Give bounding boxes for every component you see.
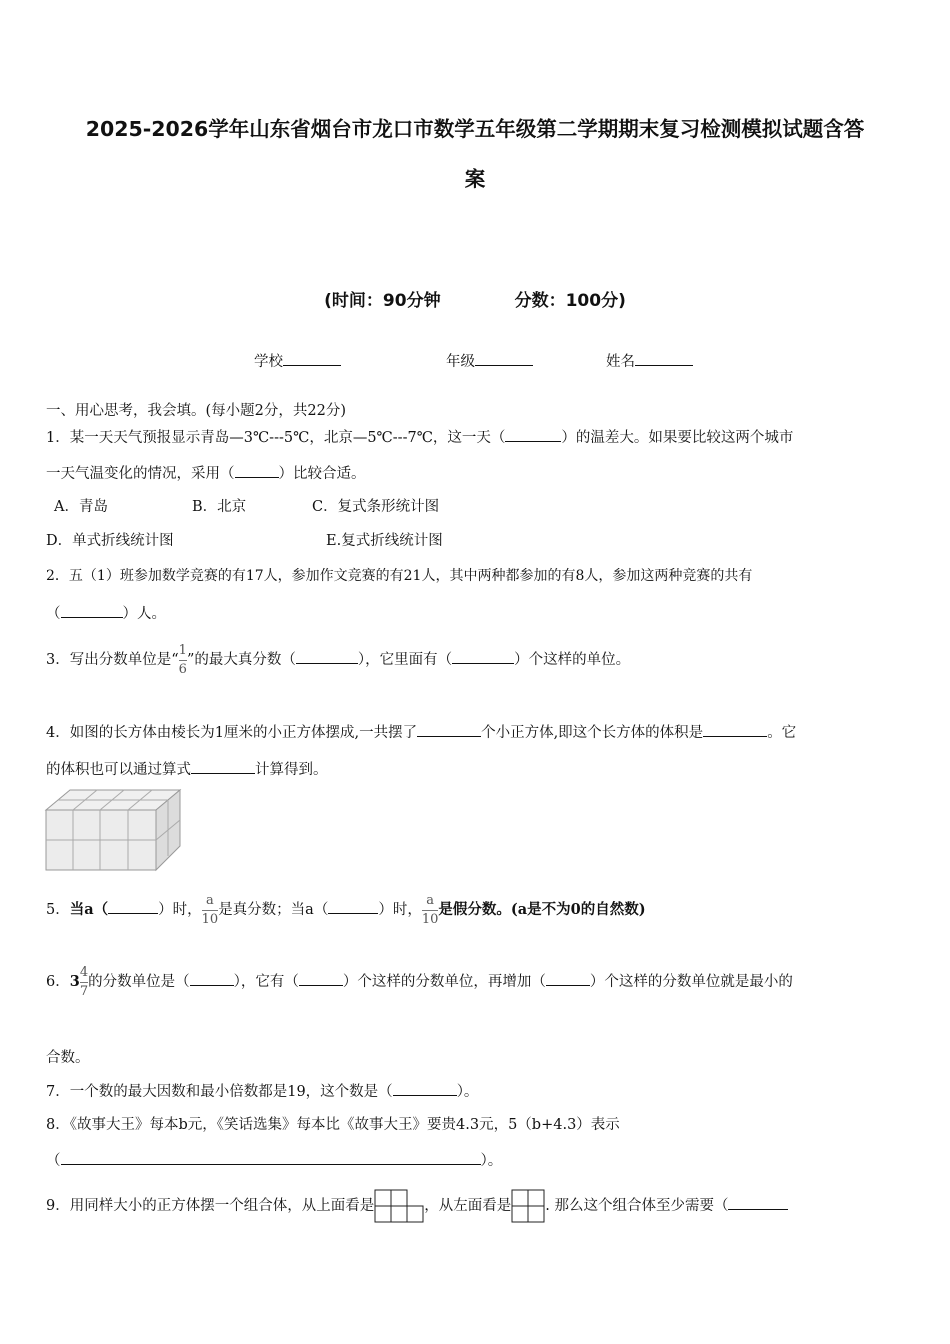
question-1-line1: 1．某一天天气预报显示青岛—3℃---5℃，北京—5℃---7℃，这一天（ ）的温差大。如果要比较这两个城市	[46, 427, 793, 448]
top-view-grid	[374, 1189, 424, 1223]
left-view-grid	[511, 1189, 545, 1223]
score-label: 分数：100分)	[514, 291, 626, 311]
question-4-line1: 4．如图的长方体由棱长为1厘米的小正方体摆成,一共摆了 个小正方体,即这个长方体的体积是 。它	[46, 722, 796, 743]
grade-field: 年级	[446, 350, 533, 371]
name-field: 姓名	[606, 350, 693, 371]
q1-option-b: B．北京	[192, 499, 247, 515]
q1-option-c: C．复式条形统计图	[312, 499, 440, 515]
question-7: 7．一个数的最大因数和最小倍数都是19，这个数是（ ）。	[46, 1081, 478, 1102]
q1-option-e: E.复式折线统计图	[326, 533, 443, 549]
cuboid-figure	[44, 788, 184, 874]
fraction-a-over-10-second: $\frac{a}{10}$	[421, 892, 439, 927]
exam-title-line1: 2025-2026学年山东省烟台市龙口市数学五年级第二学期期末复习检测模拟试题含答	[85, 117, 865, 141]
question-8-line1: 8．《故事大王》每本b元，《笑话选集》每本比《故事大王》要贵4.3元，5（b+4.3）表示	[46, 1117, 620, 1133]
question-5: 5．当a（ ）时， $\frac{a}{10}$ 是真分数；当a（ ）时， $\frac{a}{10}$ 是假分数。(a是不为0的自然数)	[46, 892, 646, 927]
question-9: 9．用同样大小的正方体摆一个组合体，从上面看是 ，从左面看是 . 那么这个组合体至少需要（	[46, 1188, 788, 1224]
fraction-four-sevenths: $\frac{4}{7}$	[79, 964, 89, 999]
section-heading: 一、用心思考，我会填。(每小题2分，共22分)	[46, 403, 346, 419]
question-8-line2: （ ）。	[46, 1150, 502, 1171]
fraction-one-sixth: $\frac{1}{6}$	[178, 642, 187, 677]
fraction-a-over-10: $\frac{a}{10}$	[201, 892, 219, 927]
question-2-line2: （ ）人。	[46, 603, 166, 624]
question-4-line2: 的体积也可以通过算式 计算得到。	[46, 759, 328, 780]
school-field: 学校	[254, 350, 341, 371]
q1-option-d: D．单式折线统计图	[46, 533, 174, 549]
question-2-line1: 2．五（1）班参加数学竞赛的有17人，参加作文竞赛的有21人，其中两种都参加的有8人，参加这两种竞赛的共有	[46, 568, 753, 584]
time-label: (时间：90分钟	[324, 291, 441, 311]
question-6-line2: 合数。	[46, 1050, 90, 1066]
question-3: 3．写出分数单位是“ $\frac{1}{6}$ ”的最大真分数（ ），它里面有（ ）个这样的单位。	[46, 642, 631, 677]
question-6: 6．3 $\frac{4}{7}$ 的分数单位是（ ），它有（ ）个这样的分数单位，再增加（ ）个这样的分数单位就是最小的	[46, 964, 793, 999]
exam-meta	[0, 286, 950, 311]
q1-option-a: A．青岛	[54, 499, 108, 515]
question-1-line2: 一天气温变化的情况，采用（ ）比较合适。	[46, 463, 366, 484]
exam-title-line2: 案	[464, 167, 486, 191]
